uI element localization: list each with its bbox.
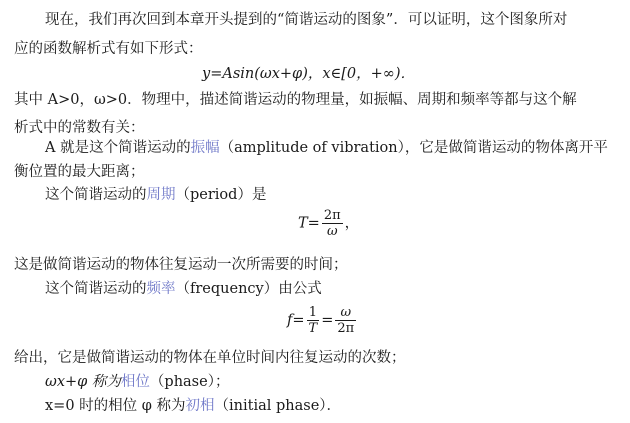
amplitude-term: 振幅 xyxy=(190,140,220,156)
frequency-suffix: （frequency）由公式 xyxy=(175,281,322,297)
initial-phase-prefix: x=0 时的相位 φ 称为 xyxy=(45,398,186,414)
period-description: 这是做简谐运动的物体往复运动一次所需要的时间； xyxy=(14,257,348,273)
period-sentence xyxy=(45,186,266,204)
initial-phase-sentence xyxy=(45,397,341,415)
formula-harmonic-function: y=Asin(ωx+φ)，x∈[0，+∞)． xyxy=(202,66,416,82)
paragraph-constants-line-1: 其中 A>0，ω>0．物理中，描述简谐运动的物理量，如振幅、周期和频率等都与这个解 xyxy=(14,92,577,108)
phase-prefix: ωx+φ 称为 xyxy=(45,374,121,390)
amplitude-suffix: （amplitude of vibration），它是做简谐运动的物体离开平 xyxy=(219,140,608,156)
paragraph-intro-line-2: 应的函数解析式有如下形式： xyxy=(14,41,203,57)
frequency-prefix: 这个简谐运动的 xyxy=(45,281,147,297)
initial-phase-term: 初相 xyxy=(185,398,215,414)
amplitude-sentence-line-1 xyxy=(45,139,608,157)
period-suffix: （period）是 xyxy=(175,187,267,203)
period-numerator: 2π xyxy=(323,208,341,223)
period-formula-tail: ， xyxy=(344,215,360,232)
frequency-sentence xyxy=(45,280,322,298)
frequency-fraction-2 xyxy=(335,305,356,336)
period-denominator: ω xyxy=(326,224,338,239)
phase-term: 相位 xyxy=(120,374,150,390)
frequency-numerator-1: 1 xyxy=(307,305,320,321)
frequency-term: 频率 xyxy=(146,281,176,297)
amplitude-prefix: A 就是这个简谐运动的 xyxy=(45,140,191,156)
frequency-denominator-1: T xyxy=(308,321,318,336)
initial-phase-suffix: （initial phase）． xyxy=(214,398,342,414)
frequency-fraction-1 xyxy=(307,305,320,336)
formula-frequency xyxy=(287,305,358,336)
formula-period xyxy=(298,208,359,239)
phase-sentence xyxy=(45,373,229,391)
period-formula-lhs: T= xyxy=(298,215,320,232)
frequency-equals: = xyxy=(321,312,334,329)
frequency-numerator-2: ω xyxy=(335,305,356,321)
amplitude-sentence-line-2: 衡位置的最大距离； xyxy=(14,164,145,180)
frequency-description: 给出，它是做简谐运动的物体在单位时间内往复运动的次数； xyxy=(14,350,406,366)
paragraph-constants-line-2: 析式中的常数有关： xyxy=(14,120,145,136)
period-term: 周期 xyxy=(146,187,176,203)
frequency-formula-lhs: f= xyxy=(287,312,305,329)
period-fraction xyxy=(322,208,343,239)
frequency-denominator-2: 2π xyxy=(337,321,355,336)
paragraph-intro-line-1: 现在，我们再次回到本章开头提到的“简谐运动的图象”．可以证明，这个图象所对 xyxy=(45,12,568,28)
phase-suffix: （phase）； xyxy=(149,374,230,390)
period-prefix: 这个简谐运动的 xyxy=(45,187,147,203)
